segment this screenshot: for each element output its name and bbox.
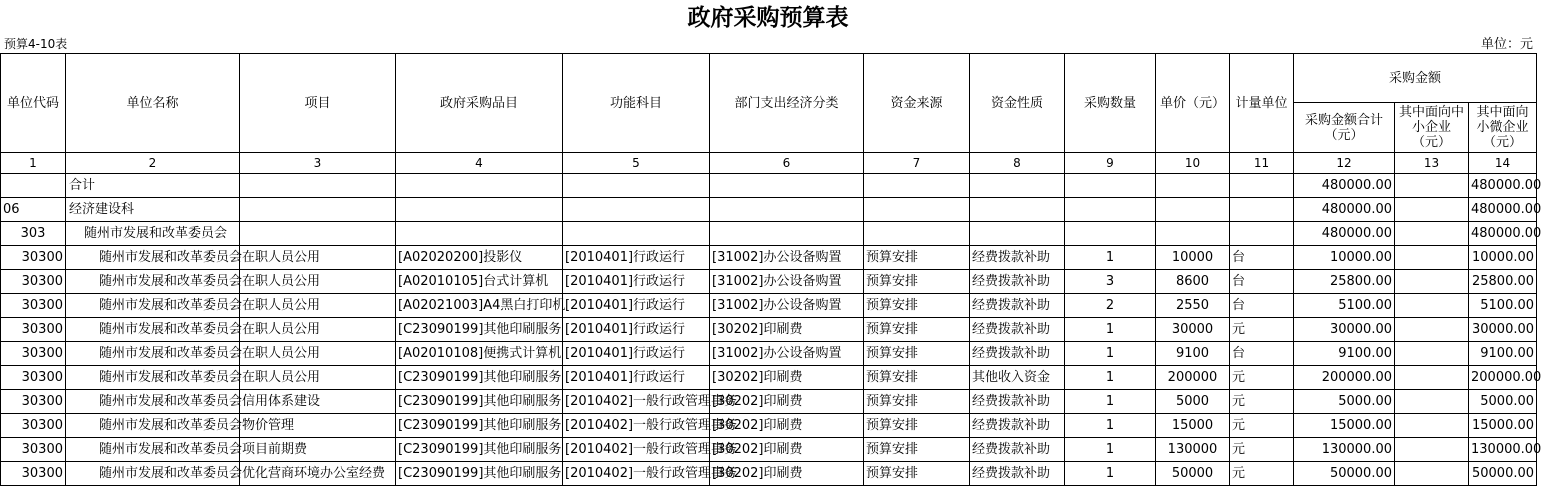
cell-function-subject: [2010401]行政运行 — [563, 366, 710, 390]
cell-measure-unit: 台 — [1230, 294, 1294, 318]
cell-function-subject: [2010402]一般行政管理事务 — [563, 390, 710, 414]
cell-fund-source: 预算安排 — [864, 462, 970, 486]
header-quantity: 采购数量 — [1065, 54, 1156, 153]
cell-amount-total: 200000.00 — [1294, 366, 1395, 390]
cell-quantity: 1 — [1065, 462, 1156, 486]
cell-fund-source: 预算安排 — [864, 342, 970, 366]
cell-fund-source: 预算安排 — [864, 366, 970, 390]
cell-unit-price: 10000 — [1156, 246, 1230, 270]
cell-empty — [1230, 198, 1294, 222]
cell-amount-total: 5100.00 — [1294, 294, 1395, 318]
table-row — [1, 246, 1537, 270]
cell-quantity: 1 — [1065, 438, 1156, 462]
cell-empty — [396, 198, 563, 222]
cell-empty — [710, 222, 864, 246]
cell-amount-total: 480000.00 — [1294, 198, 1395, 222]
cell-unit-price: 130000 — [1156, 438, 1230, 462]
cell-econ-class: [31002]办公设备购置 — [710, 246, 864, 270]
cell-empty — [1230, 222, 1294, 246]
cell-amount-total: 30000.00 — [1294, 318, 1395, 342]
cell-unit-name: 随州市发展和改革委员会 — [66, 294, 240, 318]
col-number: 13 — [1395, 153, 1469, 174]
cell-measure-unit: 元 — [1230, 438, 1294, 462]
cell-unit-price: 9100 — [1156, 342, 1230, 366]
cell-quantity: 3 — [1065, 270, 1156, 294]
cell-measure-unit: 台 — [1230, 246, 1294, 270]
table-row — [1, 318, 1537, 342]
cell-procurement-item: [C23090199]其他印刷服务 — [396, 390, 563, 414]
cell-function-subject: [2010401]行政运行 — [563, 294, 710, 318]
cell-unit-code: 30300 — [1, 366, 66, 390]
table-row — [1, 342, 1537, 366]
unit-label: 单位：元 — [1480, 37, 1533, 52]
cell-econ-class: [30202]印刷费 — [710, 390, 864, 414]
cell-empty — [864, 198, 970, 222]
cell-empty — [970, 174, 1065, 198]
cell-procurement-item: [A02010105]台式计算机 — [396, 270, 563, 294]
cell-amount-micro: 30000.00 — [1469, 318, 1537, 342]
header-amount-sme: 其中面向中小企业（元） — [1395, 103, 1469, 153]
cell-amount-sme — [1395, 414, 1469, 438]
cell-procurement-item: [C23090199]其他印刷服务 — [396, 438, 563, 462]
cell-function-subject: [2010401]行政运行 — [563, 246, 710, 270]
cell-amount-micro: 200000.00 — [1469, 366, 1537, 390]
cell-empty — [1065, 222, 1156, 246]
cell-amount-sme — [1395, 246, 1469, 270]
cell-project: 在职人员公用 — [240, 318, 396, 342]
col-number: 11 — [1230, 153, 1294, 174]
cell-empty — [1065, 174, 1156, 198]
cell-econ-class: [30202]印刷费 — [710, 414, 864, 438]
cell-amount-total: 25800.00 — [1294, 270, 1395, 294]
cell-fund-nature: 经费拨款补助 — [970, 342, 1065, 366]
summary-row — [1, 174, 1537, 198]
cell-econ-class: [31002]办公设备购置 — [710, 342, 864, 366]
cell-amount-sme — [1395, 438, 1469, 462]
header-amount-total: 采购金额合计（元） — [1294, 103, 1395, 153]
cell-unit-price: 5000 — [1156, 390, 1230, 414]
cell-amount-total: 15000.00 — [1294, 414, 1395, 438]
cell-project: 在职人员公用 — [240, 246, 396, 270]
cell-procurement-item: [C23090199]其他印刷服务 — [396, 414, 563, 438]
cell-fund-source: 预算安排 — [864, 294, 970, 318]
cell-fund-source: 预算安排 — [864, 414, 970, 438]
cell-empty — [563, 222, 710, 246]
cell-empty — [864, 174, 970, 198]
cell-procurement-item: [A02021003]A4黑白打印机 — [396, 294, 563, 318]
cell-econ-class: [31002]办公设备购置 — [710, 294, 864, 318]
cell-empty — [240, 222, 396, 246]
cell-quantity: 1 — [1065, 366, 1156, 390]
cell-empty — [970, 222, 1065, 246]
cell-fund-nature: 经费拨款补助 — [970, 438, 1065, 462]
summary-row — [1, 198, 1537, 222]
cell-amount-micro: 25800.00 — [1469, 270, 1537, 294]
cell-fund-nature: 经费拨款补助 — [970, 318, 1065, 342]
cell-empty — [1156, 174, 1230, 198]
cell-unit-code: 30300 — [1, 270, 66, 294]
cell-quantity: 1 — [1065, 342, 1156, 366]
cell-measure-unit: 台 — [1230, 270, 1294, 294]
cell-amount-total: 130000.00 — [1294, 438, 1395, 462]
cell-amount-total: 5000.00 — [1294, 390, 1395, 414]
cell-measure-unit: 台 — [1230, 342, 1294, 366]
cell-econ-class: [30202]印刷费 — [710, 462, 864, 486]
cell-unit-name: 随州市发展和改革委员会 — [66, 462, 240, 486]
cell-project: 在职人员公用 — [240, 366, 396, 390]
table-row — [1, 462, 1537, 486]
cell-empty — [864, 222, 970, 246]
cell-amount-micro: 480000.00 — [1469, 222, 1537, 246]
cell-function-subject: [2010402]一般行政管理事务 — [563, 438, 710, 462]
cell-amount-micro: 5000.00 — [1469, 390, 1537, 414]
cell-unit-name: 经济建设科 — [66, 198, 240, 222]
cell-amount-micro: 10000.00 — [1469, 246, 1537, 270]
cell-empty — [396, 174, 563, 198]
cell-unit-price: 200000 — [1156, 366, 1230, 390]
col-number: 10 — [1156, 153, 1230, 174]
col-number: 14 — [1469, 153, 1537, 174]
cell-amount-sme — [1395, 222, 1469, 246]
col-number: 7 — [864, 153, 970, 174]
cell-fund-source: 预算安排 — [864, 438, 970, 462]
cell-amount-sme — [1395, 270, 1469, 294]
cell-measure-unit: 元 — [1230, 318, 1294, 342]
header-project: 项目 — [240, 54, 396, 153]
header-measure-unit: 计量单位 — [1230, 54, 1294, 153]
cell-unit-code: 30300 — [1, 414, 66, 438]
cell-econ-class: [31002]办公设备购置 — [710, 270, 864, 294]
cell-unit-code: 30300 — [1, 318, 66, 342]
cell-amount-total: 480000.00 — [1294, 222, 1395, 246]
cell-econ-class: [30202]印刷费 — [710, 318, 864, 342]
cell-procurement-item: [A02010108]便携式计算机 — [396, 342, 563, 366]
cell-unit-name: 合计 — [66, 174, 240, 198]
cell-unit-code: 30300 — [1, 438, 66, 462]
cell-project: 在职人员公用 — [240, 270, 396, 294]
cell-empty — [1156, 198, 1230, 222]
cell-unit-code — [1, 174, 66, 198]
cell-fund-source: 预算安排 — [864, 246, 970, 270]
cell-amount-micro: 9100.00 — [1469, 342, 1537, 366]
cell-empty — [1230, 174, 1294, 198]
header-unit-code: 单位代码 — [1, 54, 66, 153]
cell-unit-code: 30300 — [1, 294, 66, 318]
cell-project: 在职人员公用 — [240, 294, 396, 318]
cell-procurement-item: [C23090199]其他印刷服务 — [396, 366, 563, 390]
cell-function-subject: [2010402]一般行政管理事务 — [563, 462, 710, 486]
cell-unit-name: 随州市发展和改革委员会 — [66, 270, 240, 294]
cell-unit-name: 随州市发展和改革委员会 — [66, 222, 240, 246]
column-number-row — [1, 153, 1537, 174]
table-row — [1, 270, 1537, 294]
col-number: 4 — [396, 153, 563, 174]
cell-amount-total: 9100.00 — [1294, 342, 1395, 366]
cell-amount-micro: 5100.00 — [1469, 294, 1537, 318]
cell-amount-total: 10000.00 — [1294, 246, 1395, 270]
cell-fund-nature: 经费拨款补助 — [970, 414, 1065, 438]
cell-unit-name: 随州市发展和改革委员会 — [66, 438, 240, 462]
cell-function-subject: [2010401]行政运行 — [563, 318, 710, 342]
col-number: 1 — [1, 153, 66, 174]
cell-procurement-item: [A02020200]投影仪 — [396, 246, 563, 270]
cell-amount-sme — [1395, 174, 1469, 198]
cell-empty — [970, 198, 1065, 222]
col-number: 8 — [970, 153, 1065, 174]
cell-amount-sme — [1395, 390, 1469, 414]
cell-unit-code: 30300 — [1, 246, 66, 270]
cell-quantity: 1 — [1065, 414, 1156, 438]
cell-measure-unit: 元 — [1230, 414, 1294, 438]
cell-project: 物价管理 — [240, 414, 396, 438]
cell-procurement-item: [C23090199]其他印刷服务 — [396, 318, 563, 342]
col-number: 9 — [1065, 153, 1156, 174]
cell-fund-source: 预算安排 — [864, 318, 970, 342]
table-row — [1, 390, 1537, 414]
cell-amount-micro: 480000.00 — [1469, 198, 1537, 222]
cell-empty — [710, 198, 864, 222]
cell-function-subject: [2010401]行政运行 — [563, 342, 710, 366]
cell-empty — [563, 198, 710, 222]
cell-amount-micro: 130000.00 — [1469, 438, 1537, 462]
cell-amount-micro: 480000.00 — [1469, 174, 1537, 198]
cell-measure-unit: 元 — [1230, 462, 1294, 486]
cell-fund-nature: 经费拨款补助 — [970, 462, 1065, 486]
cell-unit-name: 随州市发展和改革委员会 — [66, 414, 240, 438]
cell-empty — [240, 198, 396, 222]
cell-econ-class: [30202]印刷费 — [710, 366, 864, 390]
cell-function-subject: [2010402]一般行政管理事务 — [563, 414, 710, 438]
cell-empty — [710, 174, 864, 198]
cell-unit-name: 随州市发展和改革委员会 — [66, 390, 240, 414]
header-procurement-item: 政府采购品目 — [396, 54, 563, 153]
cell-unit-code: 30300 — [1, 390, 66, 414]
cell-amount-total: 50000.00 — [1294, 462, 1395, 486]
cell-function-subject: [2010401]行政运行 — [563, 270, 710, 294]
table-row — [1, 438, 1537, 462]
col-number: 5 — [563, 153, 710, 174]
col-number: 6 — [710, 153, 864, 174]
cell-unit-code: 06 — [1, 198, 66, 222]
cell-fund-source: 预算安排 — [864, 390, 970, 414]
header-amount-group: 采购金额 — [1294, 54, 1537, 103]
cell-quantity: 2 — [1065, 294, 1156, 318]
table-row — [1, 414, 1537, 438]
cell-amount-sme — [1395, 342, 1469, 366]
cell-unit-name: 随州市发展和改革委员会 — [66, 366, 240, 390]
cell-unit-name: 随州市发展和改革委员会 — [66, 342, 240, 366]
cell-amount-sme — [1395, 366, 1469, 390]
cell-fund-nature: 经费拨款补助 — [970, 246, 1065, 270]
cell-fund-source: 预算安排 — [864, 270, 970, 294]
cell-amount-micro: 15000.00 — [1469, 414, 1537, 438]
cell-amount-sme — [1395, 462, 1469, 486]
page-title: 政府采购预算表 — [687, 5, 849, 31]
col-number: 2 — [66, 153, 240, 174]
table-code: 预算4-10表 — [4, 37, 68, 51]
cell-amount-total: 480000.00 — [1294, 174, 1395, 198]
col-number: 12 — [1294, 153, 1395, 174]
cell-unit-code: 303 — [1, 222, 66, 246]
cell-unit-name: 随州市发展和改革委员会 — [66, 246, 240, 270]
cell-unit-code: 30300 — [1, 342, 66, 366]
cell-unit-price: 8600 — [1156, 270, 1230, 294]
cell-unit-code: 30300 — [1, 462, 66, 486]
cell-fund-nature: 经费拨款补助 — [970, 390, 1065, 414]
cell-quantity: 1 — [1065, 246, 1156, 270]
cell-quantity: 1 — [1065, 318, 1156, 342]
header-amount-micro: 其中面向小微企业（元） — [1469, 103, 1537, 153]
header-unit-name: 单位名称 — [66, 54, 240, 153]
cell-amount-sme — [1395, 318, 1469, 342]
cell-project: 优化营商环境办公室经费 — [240, 462, 396, 486]
header-fund-nature: 资金性质 — [970, 54, 1065, 153]
cell-unit-price: 15000 — [1156, 414, 1230, 438]
summary-row — [1, 222, 1537, 246]
col-number: 3 — [240, 153, 396, 174]
cell-econ-class: [30202]印刷费 — [710, 438, 864, 462]
cell-unit-name: 随州市发展和改革委员会 — [66, 318, 240, 342]
cell-unit-price: 30000 — [1156, 318, 1230, 342]
cell-fund-nature: 经费拨款补助 — [970, 270, 1065, 294]
cell-amount-sme — [1395, 294, 1469, 318]
table-row — [1, 294, 1537, 318]
cell-procurement-item: [C23090199]其他印刷服务 — [396, 462, 563, 486]
cell-amount-micro: 50000.00 — [1469, 462, 1537, 486]
budget-table — [0, 53, 1541, 486]
cell-empty — [563, 174, 710, 198]
cell-unit-price: 50000 — [1156, 462, 1230, 486]
cell-empty — [1156, 222, 1230, 246]
cell-measure-unit: 元 — [1230, 390, 1294, 414]
cell-empty — [240, 174, 396, 198]
cell-project: 项目前期费 — [240, 438, 396, 462]
header-fund-source: 资金来源 — [864, 54, 970, 153]
cell-measure-unit: 元 — [1230, 366, 1294, 390]
cell-unit-price: 2550 — [1156, 294, 1230, 318]
cell-fund-nature: 经费拨款补助 — [970, 294, 1065, 318]
header-unit-price: 单价（元） — [1156, 54, 1230, 153]
cell-empty — [1065, 198, 1156, 222]
header-function-subject: 功能科目 — [563, 54, 710, 153]
table-row — [1, 366, 1537, 390]
cell-project: 在职人员公用 — [240, 342, 396, 366]
cell-quantity: 1 — [1065, 390, 1156, 414]
cell-amount-sme — [1395, 198, 1469, 222]
cell-fund-nature: 其他收入资金 — [970, 366, 1065, 390]
header-econ-class: 部门支出经济分类 — [710, 54, 864, 153]
cell-empty — [396, 222, 563, 246]
cell-project: 信用体系建设 — [240, 390, 396, 414]
